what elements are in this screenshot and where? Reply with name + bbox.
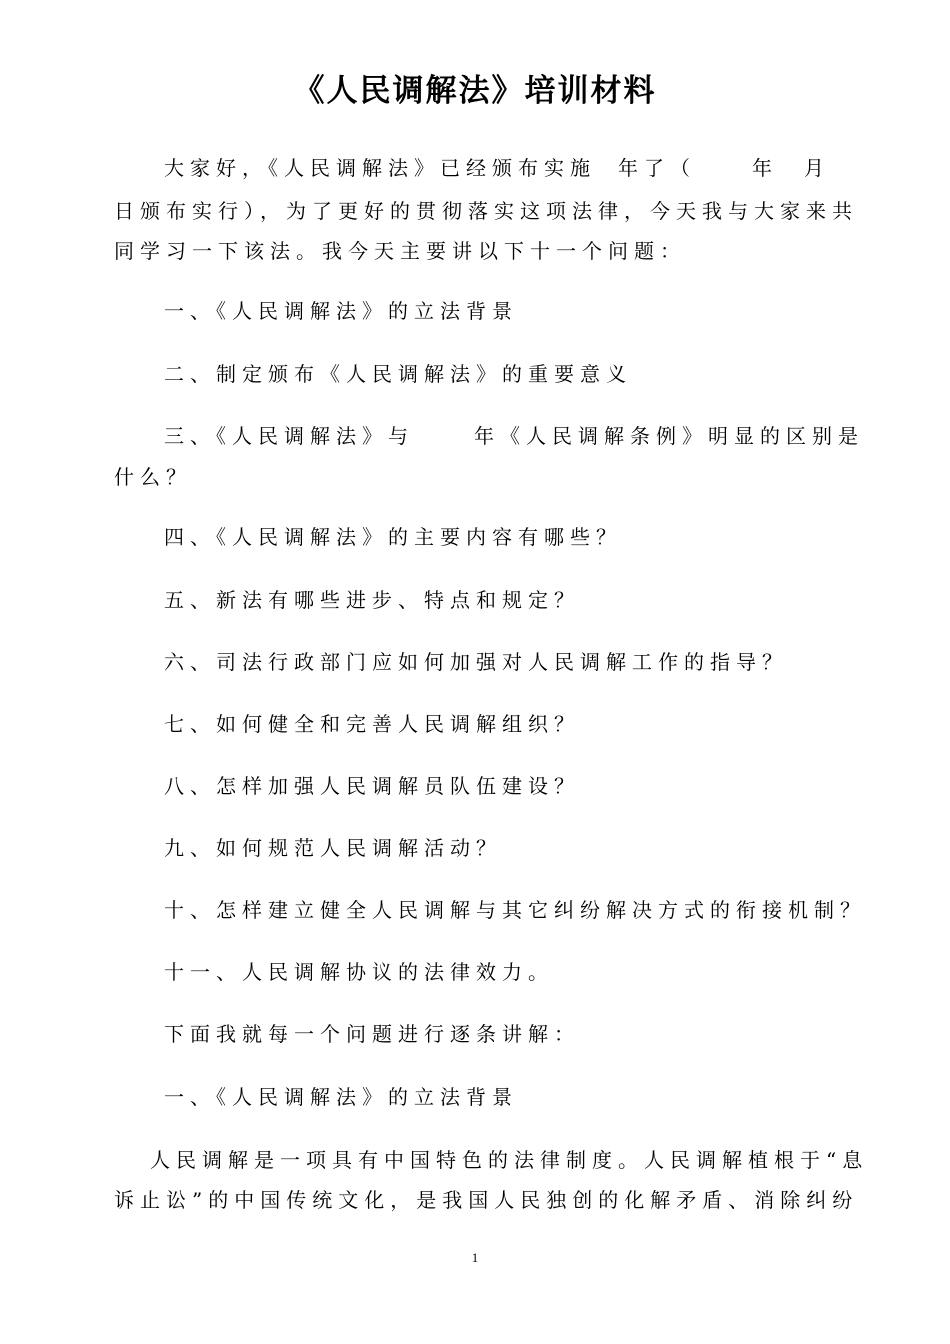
list-item-5: 五、新法有哪些进步、特点和规定？ [164,588,580,612]
intro-text-1b: 年了（ [618,156,696,180]
list-item-3b: 年《人民调解条例》明显的区别是 [474,424,864,448]
list-item-3a: 三、《人民调解法》与 [164,424,414,448]
list-item-3 [164,421,864,451]
document-title: 《人民调解法》培训材料 [293,73,657,109]
list-item-2: 二、制定颁布《人民调解法》的重要意义 [164,362,632,386]
intro-text-1a: 大家好，《人民调解法》已经颁布实施 [164,156,596,180]
list-item-1: 一、《人民调解法》的立法背景 [164,299,518,323]
intro-line-1 [164,153,844,183]
intro-text-1c: 年 [752,156,778,180]
list-item-10: 十、怎样建立健全人民调解与其它纠纷解决方式的衔接机制？ [164,898,866,922]
list-item-7: 七、如何健全和完善人民调解组织？ [164,712,580,736]
list-item-8: 八、怎样加强人民调解员队伍建设？ [164,774,580,798]
list-item-3-cont: 什么？ [114,465,192,489]
transition-text: 下面我就每一个问题进行逐条讲解： [164,1022,580,1046]
body-line-2: 诉止讼”的中国传统文化，是我国人民独创的化解矛盾、消除纠纷 [114,1188,859,1212]
body-line-1: 人民调解是一项具有中国特色的法律制度。人民调解植根于“息 [150,1148,869,1172]
page-number: 1 [471,1250,479,1265]
list-item-9: 九、如何规范人民调解活动？ [164,836,502,860]
list-item-11: 十一、人民调解协议的法律效力。 [164,960,554,984]
intro-line-3: 同学习一下该法。我今天主要讲以下十一个问题： [114,239,686,263]
list-item-6: 六、司法行政部门应如何加强对人民调解工作的指导？ [164,650,788,674]
section-1-heading: 一、《人民调解法》的立法背景 [164,1085,518,1109]
intro-text-1d: 月 [804,156,830,180]
intro-line-2: 日颁布实行），为了更好的贯彻落实这项法律，今天我与大家来共 [114,199,858,223]
list-item-4: 四、《人民调解法》的主要内容有哪些？ [164,525,622,549]
